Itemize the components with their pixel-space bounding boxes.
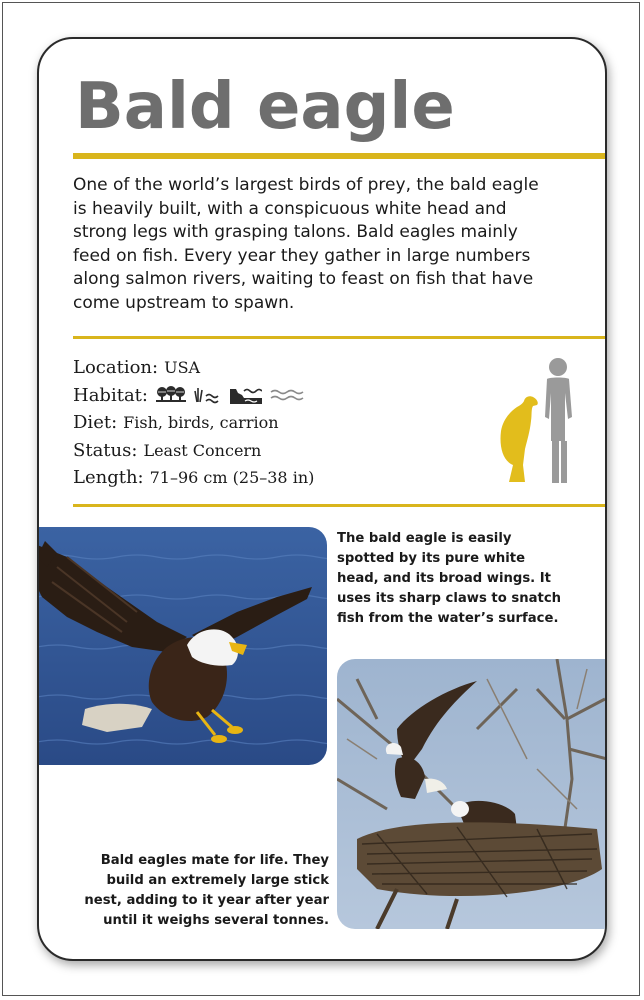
fact-label: Habitat: (73, 384, 148, 406)
card-title: Bald eagle (75, 70, 455, 144)
fact-length (73, 464, 314, 492)
fact-list (73, 354, 314, 492)
fact-diet (73, 409, 314, 437)
facts-divider (73, 504, 607, 507)
fact-label: Length: (73, 467, 144, 488)
fact-value: Fish, birds, carrion (123, 413, 279, 432)
description-divider (73, 336, 607, 339)
size-comparison-graphic (479, 357, 589, 487)
fact-label: Diet: (73, 412, 118, 433)
species-description: One of the world’s largest birds of prey, the bald eagle is heavily built, with a conspicuous white head and strong legs with grasping talons. Bald eagles mainly feed on fish. Every year they gather in large numbers along salmon rivers, waiting to feast on fish that have come upstream to spawn. (73, 175, 539, 313)
forest-icon (156, 386, 186, 404)
fact-location (73, 354, 314, 382)
fact-value: 71–96 cm (25–38 in) (149, 468, 315, 487)
child-silhouette-icon (545, 358, 572, 483)
species-card (37, 37, 607, 961)
coast-icon (230, 386, 262, 404)
title-divider (73, 153, 607, 159)
fact-habitat (73, 382, 314, 410)
fact-value: Least Concern (143, 440, 262, 460)
habitat-icons (156, 386, 304, 404)
river-icon (270, 386, 304, 404)
eagle-silhouette-icon (501, 396, 538, 482)
fact-label: Status: (73, 439, 138, 461)
fact-status (73, 437, 314, 465)
photo-eagles-nest (337, 659, 607, 929)
fact-label: Location: (73, 357, 159, 378)
fact-value: USA (164, 358, 201, 377)
wetland-icon (194, 386, 222, 404)
photo-eagle-fishing (37, 527, 327, 765)
photo-caption-fishing: The bald eagle is easily spotted by its pure white head, and its broad wings. It uses its sharp claws to snatch fish from the water’s surface. (337, 531, 562, 626)
photo-caption-nest: Bald eagles mate for life. They build an extremely large stick nest, adding to it year after year until it weighs several tonnes. (84, 853, 329, 928)
